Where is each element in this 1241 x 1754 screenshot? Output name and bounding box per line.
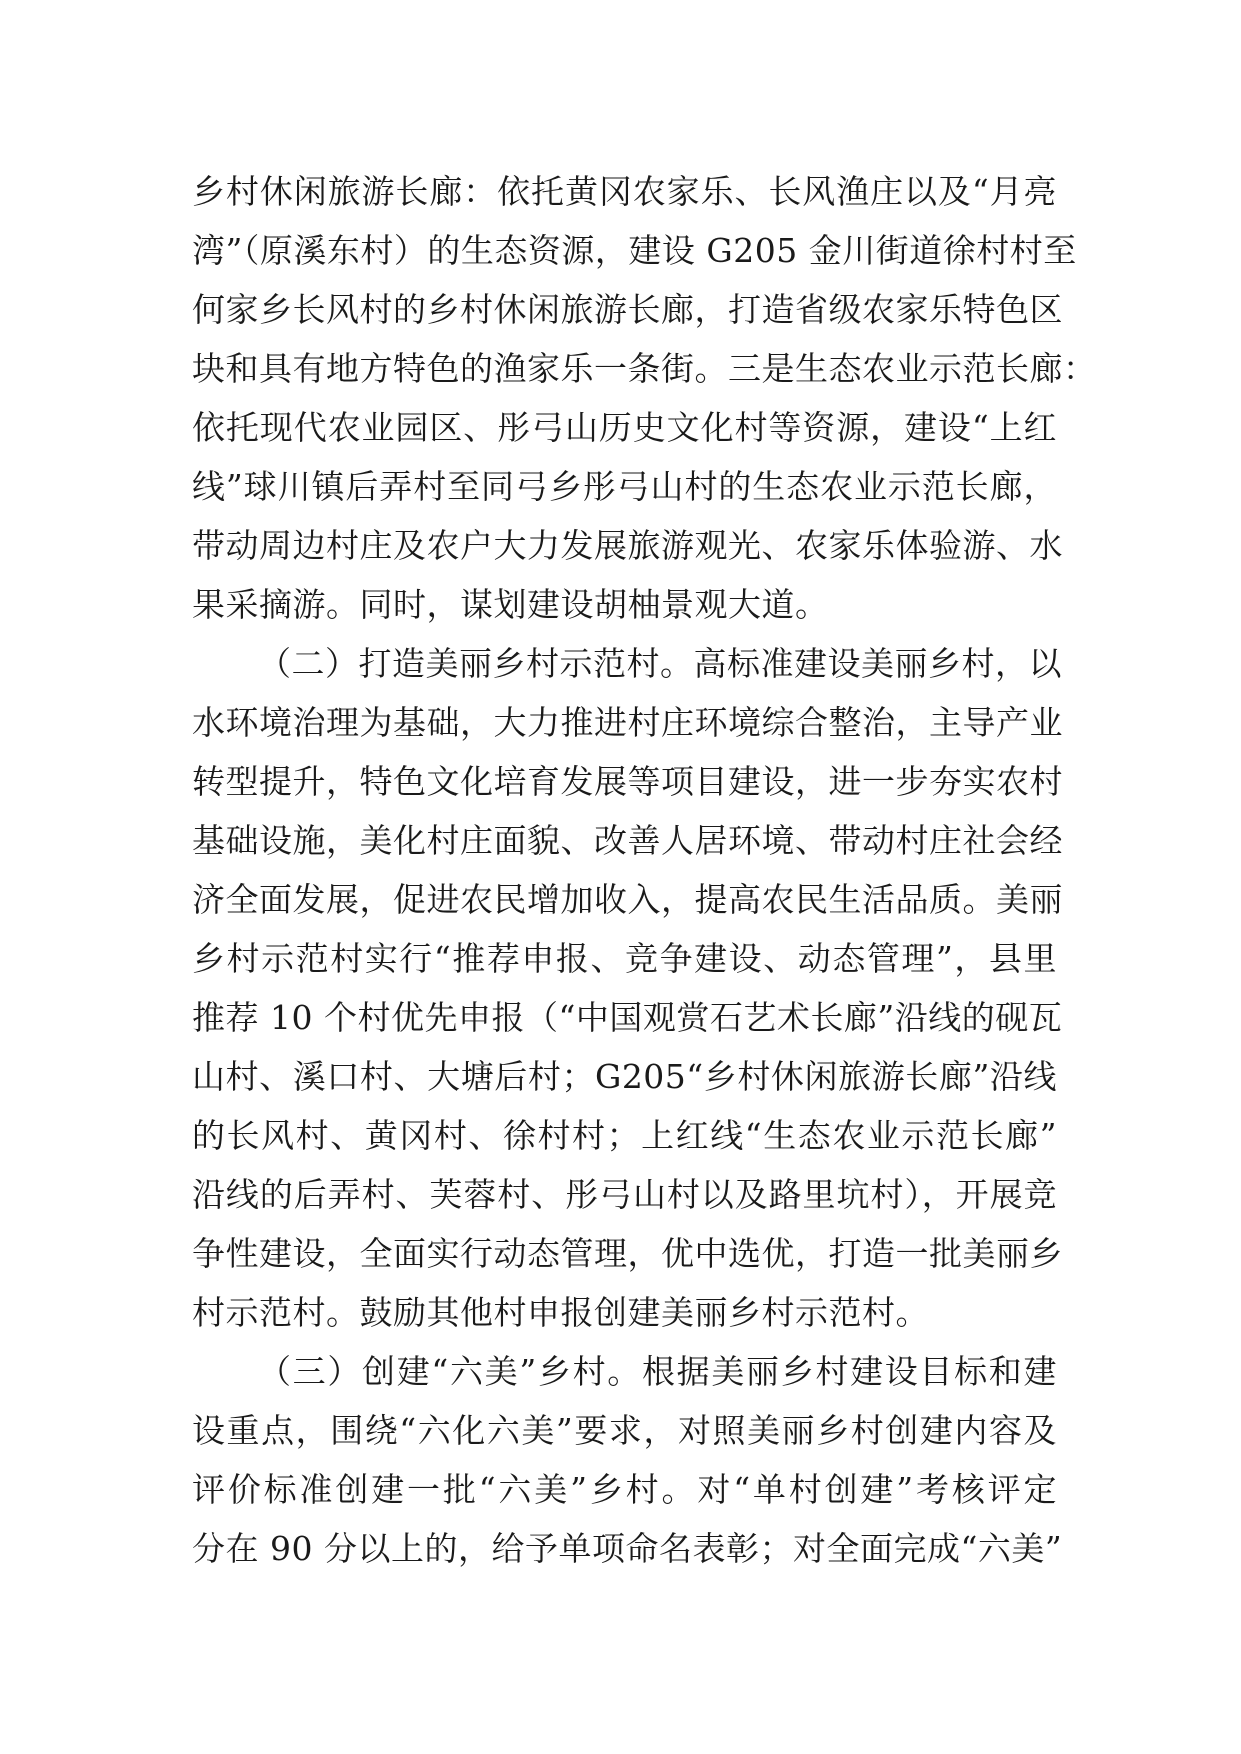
text-line-10: 水环境治理为基础，大力推进村庄环境综合整治，主导产业 xyxy=(192,703,1063,742)
section-3-heading-line: （三）创建“六美”乡村。根据美丽乡村建设目标和建 xyxy=(258,1352,1057,1391)
text-line-14: 乡村示范村实行“推荐申报、竞争建设、动态管理”，县里 xyxy=(192,939,1057,978)
section-2-heading-line: （二）打造美丽乡村示范村。高标准建设美丽乡村，以 xyxy=(258,644,1062,683)
body-text xyxy=(192,162,1097,1578)
text-line-13: 济全面发展，促进农民增加收入，提高农民生活品质。美丽 xyxy=(192,880,1063,919)
text-line-18: 沿线的后弄村、芙蓉村、彤弓山村以及路里坑村），开展竞 xyxy=(192,1175,1057,1214)
text-line-5: 依托现代农业园区、彤弓山历史文化村等资源，建设“上红 xyxy=(192,408,1057,447)
text-line-12: 基础设施，美化村庄面貌、改善人居环境、带动村庄社会经 xyxy=(192,821,1063,860)
text-line-4: 块和具有地方特色的渔家乐一条街。三是生态农业示范长廊： xyxy=(192,349,1097,388)
text-line-19: 争性建设，全面实行动态管理，优中选优，打造一批美丽乡 xyxy=(192,1234,1063,1273)
text-line-17: 的长风村、黄冈村、徐村村；上红线“生态农业示范长廊” xyxy=(192,1116,1057,1155)
text-line-11: 转型提升，特色文化培育发展等项目建设，进一步夯实农村 xyxy=(192,762,1063,801)
text-line-15: 推荐 10 个村优先申报（“中国观赏石艺术长廊”沿线的砚瓦 xyxy=(192,998,1063,1037)
text-line-24: 分在 90 分以上的，给予单项命名表彰；对全面完成“六美” xyxy=(192,1529,1063,1568)
text-line-16: 山村、溪口村、大塘后村；G205“乡村休闲旅游长廊”沿线 xyxy=(192,1057,1057,1096)
text-line-3: 何家乡长风村的乡村休闲旅游长廊，打造省级农家乐特色区 xyxy=(192,290,1063,329)
text-line-2: 湾”（原溪东村）的生态资源，建设 G205 金川街道徐村村至 xyxy=(192,231,1077,270)
text-line-20: 村示范村。鼓励其他村申报创建美丽乡村示范村。 xyxy=(192,1293,929,1332)
text-line-1: 乡村休闲旅游长廊：依托黄冈农家乐、长风渔庄以及“月亮 xyxy=(192,172,1057,211)
text-line-22: 设重点，围绕“六化六美”要求，对照美丽乡村创建内容及 xyxy=(192,1411,1057,1450)
text-line-7: 带动周边村庄及农户大力发展旅游观光、农家乐体验游、水 xyxy=(192,526,1063,565)
text-line-6: 线”球川镇后弄村至同弓乡彤弓山村的生态农业示范长廊， xyxy=(192,467,1057,506)
text-line-23: 评价标准创建一批“六美”乡村。对“单村创建”考核评定 xyxy=(192,1470,1057,1509)
text-line-8: 果采摘游。同时，谋划建设胡柚景观大道。 xyxy=(192,585,829,624)
